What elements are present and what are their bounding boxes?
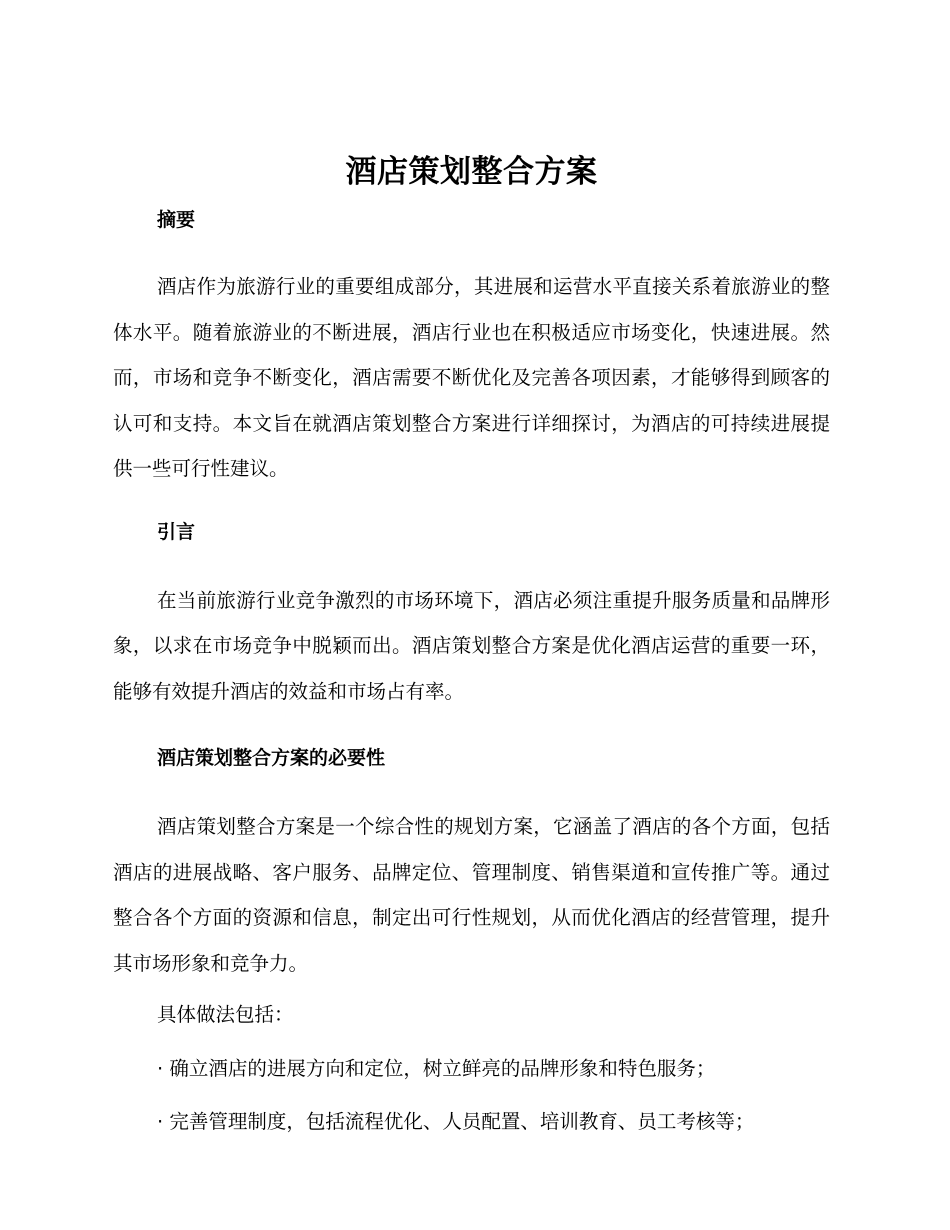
document-title: 酒店策划整合方案 [345, 154, 598, 190]
abstract-heading: 摘要 [157, 209, 196, 231]
introduction-paragraph: 在当前旅游行业竞争激烈的市场环境下，酒店必须注重提升服务质量和品牌形象，以求在市场竞争中脱颖而出。酒店策划整合方案是优化酒店运营的重要一环，能够有效提升酒店的效益和市场占有率。 [113, 588, 830, 703]
necessity-paragraph: 酒店策划整合方案是一个综合性的规划方案，它涵盖了酒店的各个方面，包括酒店的进展战略、客户服务、品牌定位、管理制度、销售渠道和宣传推广等。通过整合各个方面的资源和信息，制定出可行性规划，从而优化酒店的经营管理，提升其市场形象和竞争力。 [113, 815, 830, 975]
method-list-item: · 完善管理制度，包括流程优化、人员配置、培训教育、员工考核等； [157, 1110, 755, 1133]
abstract-paragraph: 酒店作为旅游行业的重要组成部分，其进展和运营水平直接关系着旅游业的整体水平。随着旅游业的不断进展，酒店行业也在积极适应市场变化，快速进展。然而，市场和竞争不断变化，酒店需要不断优化及完善各项因素，才能够得到顾客的认可和支持。本文旨在就酒店策划整合方案进行详细探讨，为酒店的可持续进展提供一些可行性建议。 [113, 275, 830, 480]
method-list-item: · 确立酒店的进展方向和定位，树立鲜亮的品牌形象和特色服务； [157, 1056, 716, 1080]
method-intro-paragraph: 具体做法包括： [157, 1003, 294, 1026]
introduction-heading: 引言 [157, 520, 196, 543]
method-list [113, 1046, 830, 1145]
necessity-heading: 酒店策划整合方案的必要性 [157, 747, 386, 769]
